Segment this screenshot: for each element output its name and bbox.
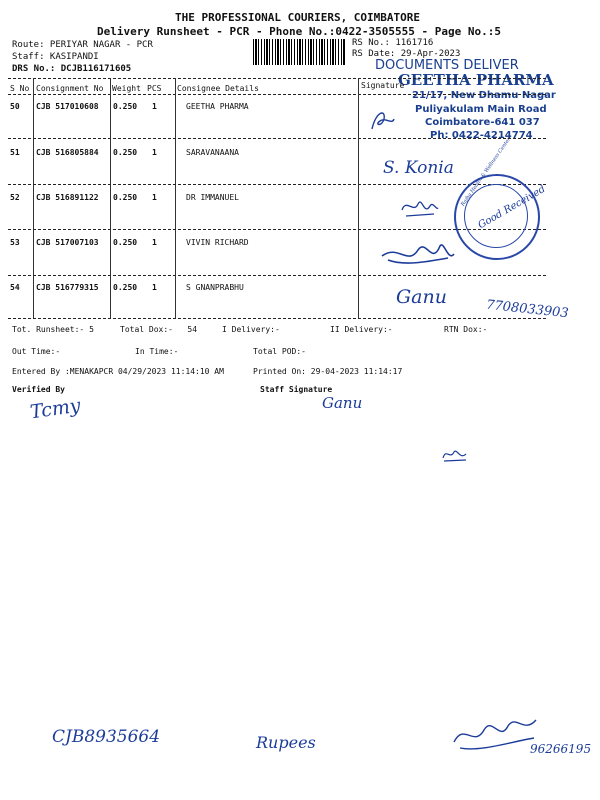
col-header-pcs: PCS [147, 84, 162, 93]
verified-signature: Tcmy [28, 394, 82, 424]
table-bottom-rule [8, 318, 546, 319]
signature-row3 [400, 196, 440, 222]
rtn-dox: RTN Dox:- [444, 325, 488, 334]
rs-date: RS Date: 29-Apr-2023 [352, 49, 461, 59]
barcode-image [253, 39, 345, 65]
stamp-address-1: 21/17, New Dhamu Nagar [412, 90, 556, 101]
signature-row2: S. Konia [383, 158, 454, 178]
row-rule [8, 184, 546, 185]
row-pcs: 1 [152, 193, 157, 202]
row-weight: 0.250 [113, 283, 138, 292]
table-top-rule [8, 78, 546, 79]
row-consignment: CJB 517010608 [36, 102, 99, 111]
row-sno: 53 [10, 238, 20, 247]
i-delivery: I Delivery:- [222, 325, 280, 334]
entered-by: Entered By :MENAKAPCR 04/29/2023 11:14:10 AM [12, 367, 224, 376]
seal-outer-text: Rajha Health & Wellness Center [460, 136, 513, 208]
row-rule [8, 275, 546, 276]
col-divider [175, 78, 176, 318]
row-consignee: DR IMMANUEL [186, 193, 239, 202]
row-weight: 0.250 [113, 238, 138, 247]
bottom-mid-scribble: Rupees [256, 733, 316, 752]
verified-by-label: Verified By [12, 385, 65, 394]
row-sno: 50 [10, 102, 20, 111]
col-divider [110, 78, 111, 318]
documents-delivered-stamp: DOCUMENTS DELIVER [375, 58, 519, 73]
row-consignee: VIVIN RICHARD [186, 238, 249, 247]
seal-inner-text: Good Received [476, 183, 548, 232]
row-weight: 0.250 [113, 148, 138, 157]
runsheet-title: Delivery Runsheet - PCR - Phone No.:0422-3505555 - Page No.:5 [97, 25, 501, 38]
col-header-weight: Weight [112, 84, 141, 93]
row-pcs: 1 [152, 283, 157, 292]
col-header-sno: S No [10, 84, 30, 93]
in-time: In Time:- [135, 347, 179, 356]
row-consignment: CJB 516805884 [36, 148, 99, 157]
row-sno: 52 [10, 193, 20, 202]
signature-row4 [378, 236, 458, 272]
company-name: THE PROFESSIONAL COURIERS, COIMBATORE [175, 11, 421, 24]
signature-row5: Ganu [396, 286, 447, 308]
col-divider [33, 78, 34, 318]
row-weight: 0.250 [113, 102, 138, 111]
rs-number: RS No.: 1161716 [352, 38, 434, 48]
row-sno: 51 [10, 148, 20, 157]
bottom-left-scribble: CJB8935664 [52, 727, 161, 747]
col-header-consignment: Consignment No [36, 84, 104, 93]
row-sno: 54 [10, 283, 20, 292]
total-dox: Total Dox:- 54 [120, 325, 198, 334]
stamp-company-name: GEETHA PHARMA [398, 71, 554, 89]
row-pcs: 1 [152, 148, 157, 157]
row-consignment: CJB 516779315 [36, 283, 99, 292]
col-divider [358, 78, 359, 318]
row-consignee: S GNANPRABHU [186, 283, 244, 292]
signature-row1 [368, 105, 398, 135]
stamp-address-2: Puliyakulam Main Road [415, 104, 547, 115]
row-consignment: CJB 517007103 [36, 238, 99, 247]
out-time: Out Time:- [12, 347, 61, 356]
received-seal [454, 136, 548, 260]
total-runsheet: Tot. Runsheet:- 5 [12, 325, 94, 334]
total-pod: Total POD:- [253, 347, 306, 356]
staff-label: Staff: KASIPANDI [12, 52, 99, 62]
ii-delivery: II Delivery:- [330, 325, 393, 334]
row-rule [8, 138, 546, 139]
col-header-consignee: Consignee Details [177, 84, 259, 93]
header-rule [8, 94, 546, 95]
route-label: Route: PERIYAR NAGAR - PCR [12, 40, 153, 50]
printed-on: Printed On: 29-04-2023 11:14:17 [253, 367, 403, 376]
row-pcs: 1 [152, 102, 157, 111]
small-initials [440, 446, 470, 464]
staff-signature: Ganu [322, 394, 363, 412]
col-header-signature: Signature [361, 81, 405, 90]
row-consignee: GEETHA PHARMA [186, 102, 249, 111]
row-consignee: SARAVANAANA [186, 148, 239, 157]
row-weight: 0.250 [113, 193, 138, 202]
row-pcs: 1 [152, 238, 157, 247]
stamp-address-3: Coimbatore-641 037 [425, 117, 540, 128]
bottom-right-number: 96266195 [530, 742, 592, 756]
drs-number: DRS No.: DCJB116171605 [12, 64, 132, 74]
staff-signature-label: Staff Signature [260, 385, 333, 394]
stamp-phone: Ph: 0422-4214774 [430, 130, 533, 141]
phone-row5: 7708033903 [485, 297, 570, 322]
bottom-right-signature [450, 712, 540, 756]
row-consignment: CJB 516891122 [36, 193, 99, 202]
